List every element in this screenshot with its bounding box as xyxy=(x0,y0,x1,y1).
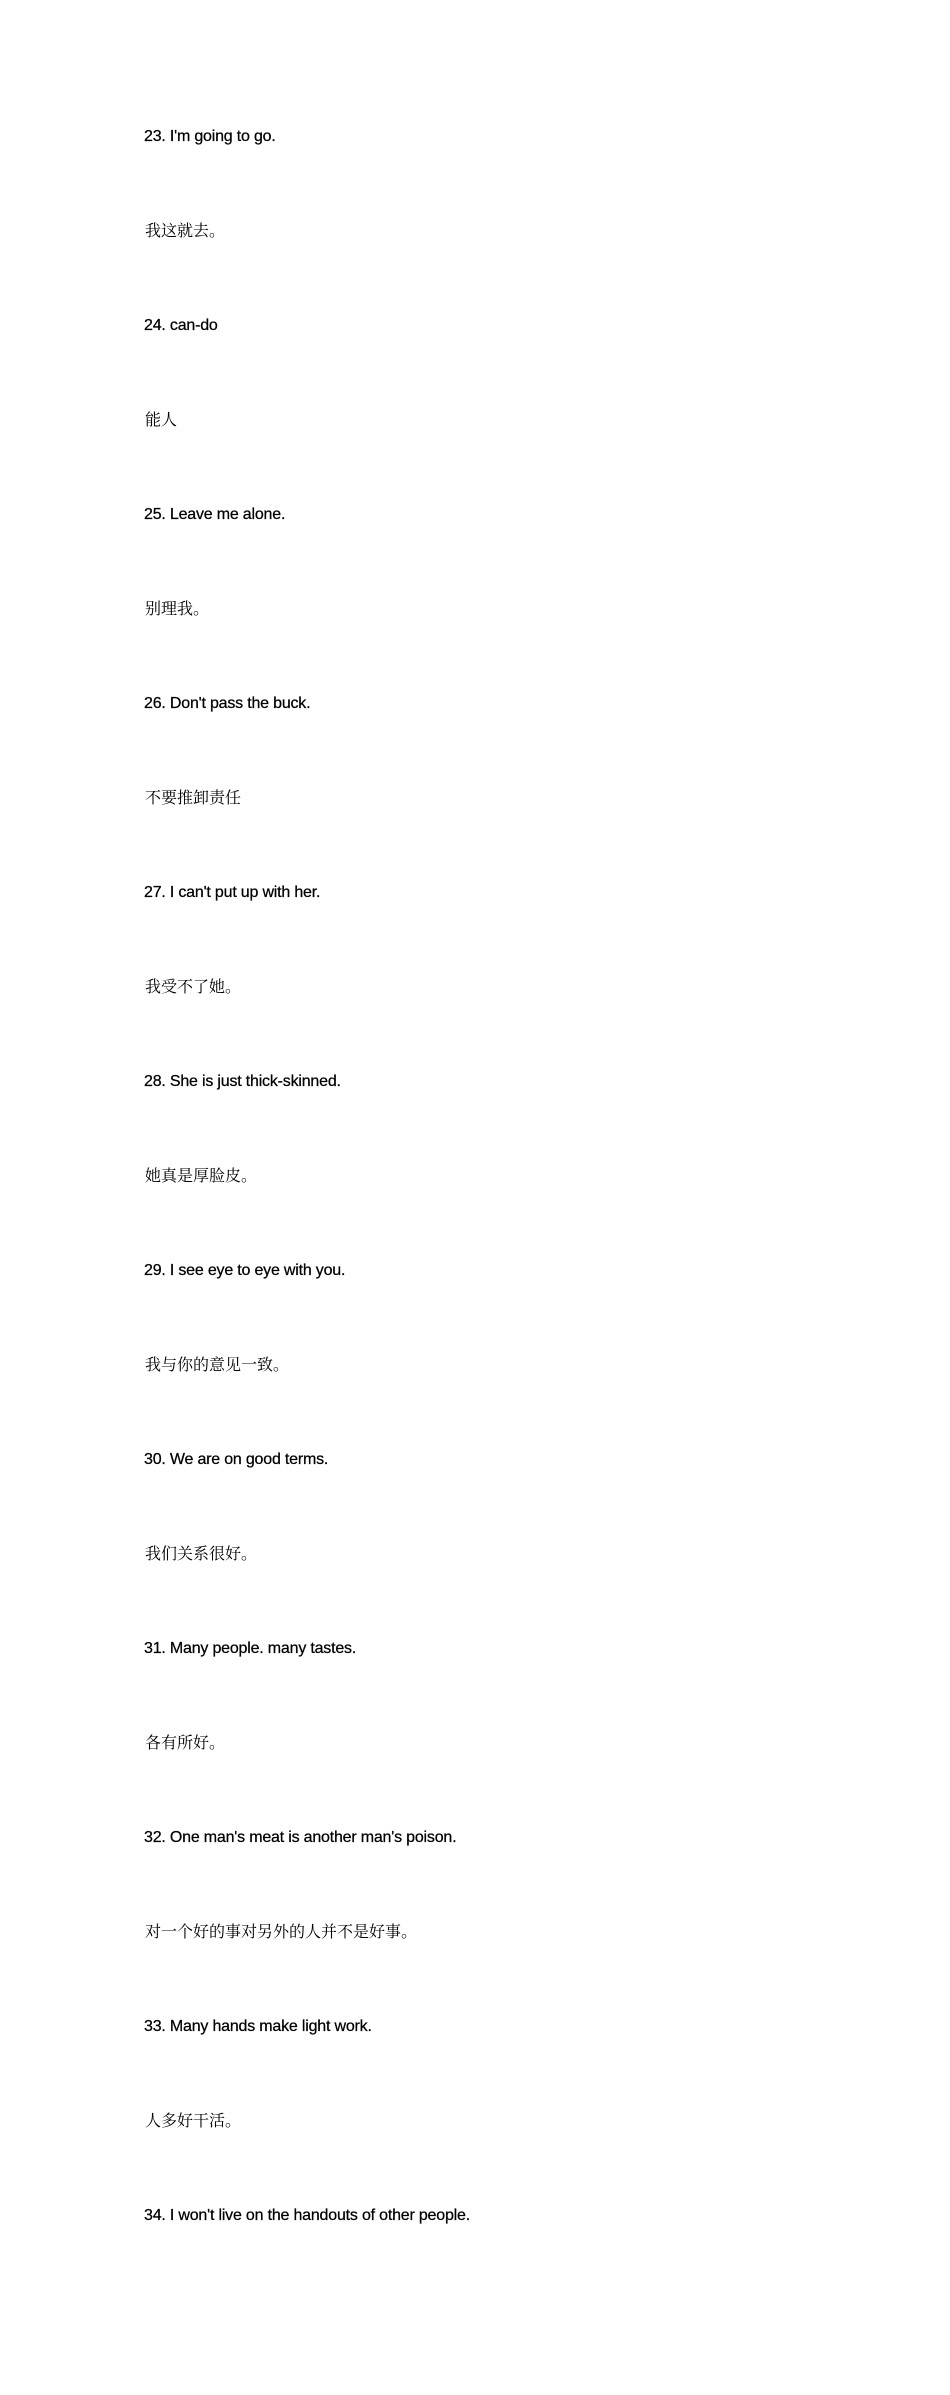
phrase-entry-33 xyxy=(144,2017,844,2206)
phrase-entry-23 xyxy=(144,127,844,316)
chinese-translation: 各有所好。 xyxy=(145,1733,226,1752)
chinese-translation: 我受不了她。 xyxy=(145,977,242,996)
phrase-entry-25 xyxy=(144,505,844,694)
english-phrase: 33. Many hands make light work. xyxy=(144,2018,372,2035)
english-phrase: 29. I see eye to eye with you. xyxy=(144,1262,346,1279)
english-phrase: 25. Leave me alone. xyxy=(144,506,286,523)
chinese-translation: 我们关系很好。 xyxy=(145,1544,258,1563)
english-phrase: 31. Many people. many tastes. xyxy=(144,1640,357,1657)
phrase-entry-32 xyxy=(144,1828,844,2017)
english-phrase: 32. One man's meat is another man's poison. xyxy=(144,1829,457,1846)
phrase-entry-27 xyxy=(144,883,844,1072)
english-phrase: 27. I can't put up with her. xyxy=(144,884,321,901)
phrase-entry-31 xyxy=(144,1639,844,1828)
english-phrase: 28. She is just thick-skinned. xyxy=(144,1073,341,1090)
chinese-translation: 能人 xyxy=(145,410,178,429)
phrase-entry-26 xyxy=(144,694,844,883)
chinese-translation: 人多好干活。 xyxy=(145,2111,242,2130)
phrase-list xyxy=(144,127,844,2395)
english-phrase: 34. I won't live on the handouts of other people. xyxy=(144,2207,470,2224)
phrase-entry-34 xyxy=(144,2206,844,2395)
chinese-translation: 她真是厚脸皮。 xyxy=(145,1166,258,1185)
chinese-translation: 我这就去。 xyxy=(145,221,226,240)
phrase-entry-24 xyxy=(144,316,844,505)
chinese-translation: 别理我。 xyxy=(145,599,210,618)
english-phrase: 24. can-do xyxy=(144,317,218,334)
chinese-translation: 不要推卸责任 xyxy=(145,788,242,807)
english-phrase: 30. We are on good terms. xyxy=(144,1451,329,1468)
phrase-entry-29 xyxy=(144,1261,844,1450)
phrase-entry-30 xyxy=(144,1450,844,1639)
english-phrase: 26. Don't pass the buck. xyxy=(144,695,311,712)
chinese-translation: 对一个好的事对另外的人并不是好事。 xyxy=(145,1922,418,1941)
phrase-entry-28 xyxy=(144,1072,844,1261)
chinese-translation: 我与你的意见一致。 xyxy=(145,1355,290,1374)
english-phrase: 23. I'm going to go. xyxy=(144,128,276,145)
